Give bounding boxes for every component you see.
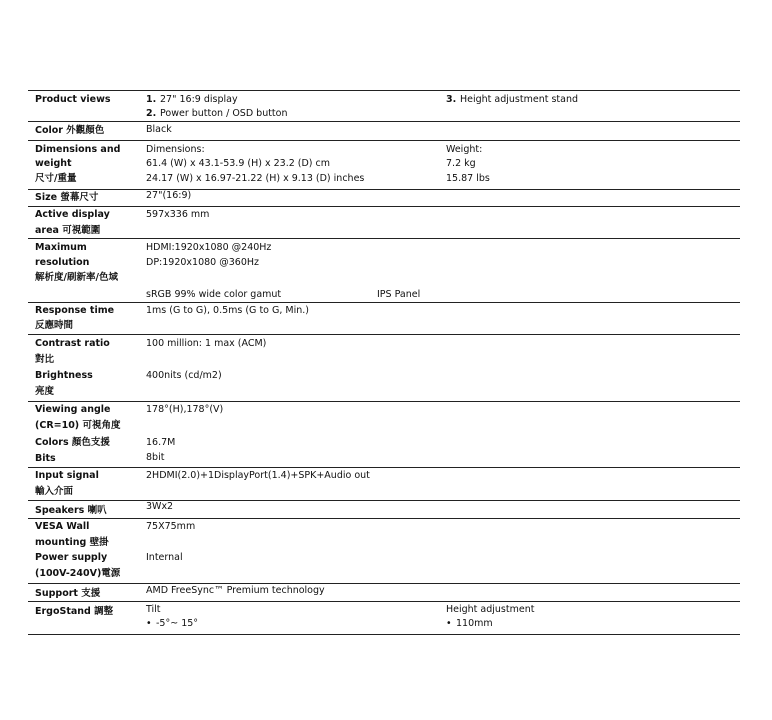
value-vesa: 75X75mm — [146, 521, 196, 532]
value-support: AMD FreeSync™ Premium technology — [146, 585, 325, 596]
label-input-line1: Input signal — [35, 470, 99, 481]
product-view-item-2 — [146, 106, 288, 121]
label-response-line2: 反應時間 — [35, 320, 74, 331]
value-viewing: 178°(H),178°(V) — [146, 404, 224, 415]
label-contrast-line2: 對比 — [35, 354, 55, 365]
label-power-line1: Power supply — [35, 552, 108, 563]
tilt-heading: Tilt — [146, 604, 161, 615]
height-adjustment-value: 110mm — [456, 618, 493, 629]
label-colors: Colors 顏色支援 — [35, 437, 110, 448]
value-size: 27"(16:9) — [146, 190, 192, 201]
value-dp: DP:1920x1080 @360Hz — [146, 257, 260, 268]
row-size — [28, 189, 740, 206]
spec-table — [28, 90, 740, 635]
product-view-item-1 — [146, 92, 238, 107]
value-color: Black — [146, 124, 172, 135]
label-resolution-line2: resolution — [35, 257, 90, 268]
label-product-views: Product views — [35, 94, 111, 105]
item-number: 3. — [446, 94, 457, 105]
label-speakers: Speakers 喇叭 — [35, 505, 107, 516]
row-dimensions — [28, 140, 740, 189]
item-text: 27" 16:9 display — [160, 94, 238, 105]
row-resolution — [28, 238, 740, 302]
label-dimensions-line2: weight — [35, 158, 72, 169]
label-resolution-line3: 解析度/刷新率/色域 — [35, 272, 118, 283]
label-brightness-line2: 亮度 — [35, 386, 55, 397]
value-speakers: 3Wx2 — [146, 501, 174, 512]
row-active-area — [28, 206, 740, 238]
row-ergostand — [28, 601, 740, 635]
label-color: Color 外觀顏色 — [35, 125, 105, 136]
label-size: Size 螢幕尺寸 — [35, 192, 99, 203]
dimensions-cm: 61.4 (W) x 43.1-53.9 (H) x 23.2 (D) cm — [146, 158, 331, 169]
row-color — [28, 121, 740, 140]
label-power-line2: (100V-240V)電源 — [35, 568, 121, 579]
product-view-item-3 — [446, 92, 578, 107]
value-colors: 16.7M — [146, 437, 176, 448]
item-number: 1. — [146, 94, 157, 105]
label-ergostand: ErgoStand 調整 — [35, 606, 114, 617]
height-adjustment-item — [446, 616, 493, 631]
value-active-area: 597x336 mm — [146, 209, 210, 220]
label-vesa-line1: VESA Wall — [35, 521, 90, 532]
weight-lbs: 15.87 lbs — [446, 173, 490, 184]
label-active-area-line2: area 可視範圍 — [35, 225, 101, 236]
tilt-item — [146, 616, 198, 631]
item-text: Power button / OSD button — [160, 108, 288, 119]
value-brightness: 400nits (cd/m2) — [146, 370, 222, 381]
label-support: Support 支援 — [35, 588, 101, 599]
value-bits: 8bit — [146, 452, 165, 463]
label-dimensions-line1: Dimensions and — [35, 144, 121, 155]
row-support — [28, 583, 740, 601]
row-input — [28, 467, 740, 500]
row-contrast — [28, 334, 740, 401]
item-number: 2. — [146, 108, 157, 119]
row-speakers — [28, 500, 740, 518]
label-vesa-line2: mounting 壁掛 — [35, 537, 109, 548]
value-response: 1ms (G to G), 0.5ms (G to G, Min.) — [146, 305, 309, 316]
label-resolution-line1: Maximum — [35, 242, 87, 253]
row-product-views — [28, 90, 740, 121]
height-adjustment-heading: Height adjustment — [446, 604, 535, 615]
weight-kg: 7.2 kg — [446, 158, 476, 169]
item-text: Height adjustment stand — [460, 94, 579, 105]
weight-heading: Weight: — [446, 144, 483, 155]
value-panel: IPS Panel — [377, 289, 421, 300]
bullet-icon: • — [446, 618, 452, 629]
label-brightness-line1: Brightness — [35, 370, 93, 381]
value-power: Internal — [146, 552, 183, 563]
value-hdmi: HDMI:1920x1080 @240Hz — [146, 242, 272, 253]
dimensions-heading: Dimensions: — [146, 144, 205, 155]
bullet-icon: • — [146, 618, 152, 629]
value-contrast: 100 million: 1 max (ACM) — [146, 338, 267, 349]
value-gamut: sRGB 99% wide color gamut — [146, 289, 282, 300]
tilt-value: -5°~ 15° — [156, 618, 199, 629]
value-input: 2HDMI(2.0)+1DisplayPort(1.4)+SPK+Audio out — [146, 470, 370, 481]
row-vesa — [28, 518, 740, 583]
row-viewing — [28, 401, 740, 467]
label-dimensions-line3: 尺寸/重量 — [35, 173, 77, 184]
row-response — [28, 302, 740, 334]
dimensions-inches: 24.17 (W) x 16.97-21.22 (H) x 9.13 (D) inches — [146, 173, 365, 184]
label-contrast-line1: Contrast ratio — [35, 338, 110, 349]
label-input-line2: 輸入介面 — [35, 486, 74, 497]
label-bits: Bits — [35, 453, 56, 464]
label-viewing-line1: Viewing angle — [35, 404, 111, 415]
label-viewing-line2: (CR=10) 可視角度 — [35, 420, 121, 431]
label-response-line1: Response time — [35, 305, 115, 316]
label-active-area-line1: Active display — [35, 209, 110, 220]
